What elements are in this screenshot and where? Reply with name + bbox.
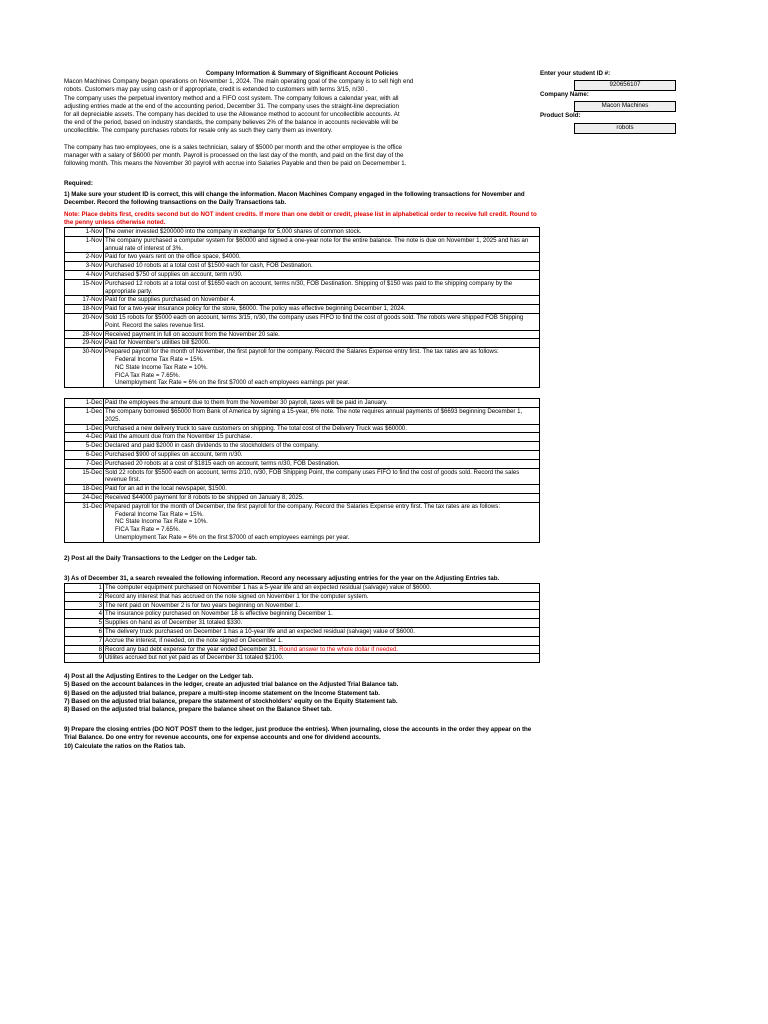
adjustment-description [104,645,540,654]
employees-line: The company has two employees, one is a sales technician, salary of $5000 per month and the other employee is the office [64,143,402,151]
transaction-description [104,228,540,237]
adjustment-number: 2 [65,592,104,601]
transaction-description [104,313,540,330]
transaction-description [104,485,540,494]
adjustment-text: Accrue the interest, if needed, on the note signed on December 1. [105,636,283,644]
table-row [65,584,540,593]
table-row [65,228,540,237]
table-row [65,279,540,296]
adjustment-number: 7 [65,636,104,645]
adjustment-description [104,636,540,645]
table-row [65,262,540,271]
transaction-date: 6-Dec [65,450,104,459]
adjustment-number: 5 [65,619,104,628]
table-row [65,399,540,408]
transaction-date: 7-Dec [65,459,104,468]
tax-rate-line: Federal Income Tax Rate = 15%. [115,510,204,518]
transaction-date: 17-Nov [65,296,104,305]
table-row [65,330,540,339]
page-title: Company Information & Summary of Significant Account Policies [205,70,399,77]
transaction-description [104,253,540,262]
tax-rate-line: FICA Tax Rate = 7.65%. [115,371,181,379]
adjustment-number: 8 [65,645,104,654]
table-row [65,407,540,424]
transaction-date: 15-Dec [65,468,104,485]
table-row [65,601,540,610]
student-info-panel [540,70,680,134]
adjustment-note: Round answer to the whole dollar if needed. [279,645,399,653]
requirement-step: 7) Based on the adjusted trial balance, prepare the statement of stockholders' equity on the Equity Statement tab. [64,697,398,705]
transaction-date: 20-Nov [65,313,104,330]
transaction-description [104,502,540,542]
tax-rate-line: NC State Income Tax Rate = 10%. [115,363,208,371]
transaction-date: 4-Nov [65,270,104,279]
transaction-text: Received $44000 payment for 8 robots to be shipped on January 8, 2025. [105,493,304,501]
instructions-document [64,70,540,751]
transaction-text: Purchased $900 of supplies on account, term n/30. [105,450,243,458]
table-row [65,424,540,433]
adjustment-description [104,584,540,593]
adjustment-description [104,592,540,601]
adjustment-text: Record any interest that has accrued on the note signed on November 1 for the computer system. [105,592,369,600]
employees-paragraph [64,144,540,169]
transaction-text: Purchased $750 of supplies on account, term n/30. [105,270,243,278]
transaction-description [104,442,540,451]
transaction-text: Paid for the supplies purchased on November 4. [105,296,236,304]
transaction-description [104,270,540,279]
transaction-text: The company borrowed $65000 from Bank of America by signing a 15-year, 6% note. The note requires annual payments of $6693 beginning December 1, 2025. [105,407,523,423]
table-row [65,592,540,601]
transaction-text: Paid the amount due from the November 15 purchase. [105,433,253,441]
transaction-description [104,468,540,485]
transaction-text: Paid for an ad in the local newspaper, $1500. [105,485,227,493]
adjustment-text: The computer equipment purchased on November 1 has a 5-year life and an expected residual (salvage) value of $6000. [105,584,432,592]
adjustment-description [104,628,540,637]
transaction-text: Sold 15 robots for $5000 each on account, terms 3/15, n/30, the company uses FIFO to find the cost of goods sold. The robots were shipped FOB Shipping Point. Record the sales revenue first. [105,313,524,329]
table-row [65,253,540,262]
requirement-9: 9) Prepare the closing entries (DO NOT POST them to the ledger, just produce the entries). When journaling, close the accounts in the order they appear on the Trial Balance. Do one entry for revenue accounts, one for expense accounts and one for dividend accounts. [64,726,532,742]
transaction-text: Purchased 20 robots at a cost of $1815 each on account, terms n/30, FOB Destination. [105,459,340,467]
transaction-date: 29-Nov [65,339,104,348]
transaction-text: The owner invested $200000 into the company in exchange for 5,000 shares of common stock. [105,228,362,235]
intro-line: the end of the period, based on industry standards, the company believes 2% of the balance in accounts recievable will be [64,119,399,127]
transaction-description [104,348,540,388]
adjustment-text: The insurance policy purchased on November 18 is effective beginning December 1. [105,610,333,618]
employees-line: following month. This means the November 30 payroll with accrue into Salaries Payable and then be paid on Decemember 1. [64,159,407,167]
table-row [65,502,540,542]
requirement-2: 2) Post all the Daily Transactions to the Ledger on the Ledger tab. [64,554,257,562]
transaction-description [104,450,540,459]
transaction-description [104,262,540,271]
intro-line: adjusting entries made at the end of the accounting period, December 31. The company uses the straight-line depreciation [64,102,399,110]
transaction-date: 1-Nov [65,228,104,237]
table-row [65,654,540,663]
table-row [65,619,540,628]
transaction-text: Paid for two years rent on the office space, $4000. [105,253,241,261]
transaction-text: Purchased 10 robots at a total cost of $1500 each for cash, FOB Destination. [105,262,313,270]
required-heading: Required: [64,180,93,188]
transaction-text: Prepared payroll for the month of December, the first payroll for the company. Record the Salaries Expense entry first. The tax rates are as follows: [105,502,501,510]
student-id-field[interactable]: 920656107 [574,80,676,91]
table-row [65,610,540,619]
transaction-date: 4-Dec [65,433,104,442]
table-row [65,628,540,637]
transaction-text: Purchased 12 robots at a total cost of $1650 each on account, terms n/30, FOB Destination. Shipping of $150 was paid to the shipping company by the appropriate party. [105,279,513,295]
transaction-date: 3-Nov [65,262,104,271]
tax-rate-line: Unemployment Tax Rate = 6% on the first $7000 of each employees earnings per year. [115,533,350,541]
table-row [65,270,540,279]
adjustment-text: The rent paid on November 2 is for two years beginning on November 1. [105,601,301,609]
transaction-text: Received payment in full on account from the November 20 sale. [105,330,280,338]
transaction-text: The company purchased a computer system for $60000 and signed a one-year note for the entire balance. The note is due on November 1, 2025 and has an annual rate of interest of 3%. [105,236,529,252]
adjustment-description [104,610,540,619]
requirements-4-8 [64,673,540,714]
intro-paragraph [64,78,540,135]
transaction-date: 2-Nov [65,253,104,262]
company-name-field[interactable]: Macon Machines [574,101,676,112]
transaction-description [104,399,540,408]
table-row [65,468,540,485]
transaction-text: Purchased a new delivery truck to save customers on shipping. The total cost of the Delivery Truck was $60000. [105,424,408,432]
requirement-step: 6) Based on the adjusted trial balance, prepare a multi-step income statement on the Income Statement tab. [64,689,380,697]
table-row [65,450,540,459]
table-row [65,645,540,654]
adjustment-text: Utilites accrued but not yet paid as of December 31 totaled $2100. [105,654,284,662]
adjustment-number: 9 [65,654,104,663]
requirement-1: 1) Make sure your student ID is correct, this will change the information. Macon Machines Company engaged in the following transactions for November and December. Record the following transactions on the Daily Transactions tab. [64,191,525,207]
table-row [65,493,540,502]
adjustments-table [64,583,540,663]
transaction-date: 1-Dec [65,399,104,408]
transaction-description [104,407,540,424]
transaction-description [104,279,540,296]
table-row [65,348,540,388]
transaction-date: 18-Dec [65,485,104,494]
intro-line: for all depreciable assets. The company has decided to use the Allowance method to account for uncollectible accounts. At [64,110,400,118]
requirement-step: 5) Based on the account balances in the ledger, create an adjusted trial balance on the Adjusted Trial Balance tab. [64,681,399,689]
adjustment-description [104,654,540,663]
adjustment-number: 3 [65,601,104,610]
table-row [65,442,540,451]
transaction-date: 1-Nov [65,236,104,253]
requirement-10: 10) Calculate the ratios on the Ratios tab. [64,742,186,750]
adjustment-description [104,601,540,610]
table-row [65,313,540,330]
requirement-step: 8) Based on the adjusted trial balance, prepare the balance sheet on the Balance Sheet tab. [64,705,332,713]
transaction-description [104,296,540,305]
requirement-3: 3) As of December 31, a search revealed the following information. Record any necessary adjusting entries for the year on the Adjusting Entries tab. [64,574,500,582]
table-row [65,296,540,305]
transaction-date: 31-Dec [65,502,104,542]
transaction-date: 30-Nov [65,348,104,388]
transaction-description [104,493,540,502]
transaction-description [104,433,540,442]
adjustment-number: 1 [65,584,104,593]
intro-line: Macon Machines Company began operations on November 1, 2024. The main operating goal of the company is to sell high end [64,78,414,86]
transaction-description [104,339,540,348]
transaction-description [104,305,540,314]
intro-line: The company uses the perpetual inventory method and a FIFO cost system. The company follows a calendar year, with all [64,94,399,102]
intro-line: robots. Customers may pay using cash or if appropriate, credit is extended to customers with terms 3/15, n/30 . [64,86,368,94]
table-row [65,433,540,442]
transaction-date: 15-Nov [65,279,104,296]
tax-rate-line: Federal Income Tax Rate = 15%. [115,355,204,363]
transaction-date: 24-Dec [65,493,104,502]
tax-rate-line: NC State Income Tax Rate = 10%. [115,518,208,526]
company-name-label: Company Name: [540,91,589,99]
november-transactions-table [64,227,540,388]
tax-rate-line: FICA Tax Rate = 7.65%. [115,526,181,534]
transaction-description [104,236,540,253]
student-id-label: Enter your student ID #: [540,70,611,77]
requirement-step: 4) Post all the Adjusting Entires to the Ledger on the Ledger tab. [64,673,254,681]
transaction-text: Sold 22 robots for $5500 each on account, terms 2/10, n/30, FOB Shipping Point, the company uses FIFO to find the cost of goods sold. Record the sales revenue first. [105,468,520,484]
transaction-date: 18-Nov [65,305,104,314]
transaction-date: 1-Dec [65,407,104,424]
transaction-text: Paid for November's utilities bill $2000. [105,339,210,347]
employees-line: manager with a salary of $6000 per month. Payroll is processed on the last day of the month, and paid on the first day of the [64,151,404,159]
transaction-description [104,424,540,433]
adjustment-number: 6 [65,628,104,637]
transaction-text: Declared and paid $2000 in cash dividends to the stockholders of the company. [105,442,319,450]
transaction-date: 28-Nov [65,330,104,339]
transaction-text: Paid the employees the amount due to them from the November 30 payroll, taxes will be paid in January. [105,399,388,407]
transaction-description [104,459,540,468]
table-row [65,339,540,348]
table-row [65,485,540,494]
product-sold-label: Product Sold: [540,112,581,120]
transaction-description [104,330,540,339]
transaction-date: 5-Dec [65,442,104,451]
adjustment-text: Record any bad debt expense for the year ended December 31. [105,645,278,653]
adjustment-number: 4 [65,610,104,619]
table-row [65,305,540,314]
adjustment-description [104,619,540,628]
table-row [65,636,540,645]
transaction-text: Prepared payroll for the month of November, the first payroll for the company. Record the Salares Expense entry first. The tax rates are as follows: [105,348,499,356]
adjustment-text: The delivery truck purchased on December 1 has a 10-year life and an expected residual (salvage) value of $6000. [105,628,415,636]
product-sold-field[interactable]: robots [574,123,676,134]
transaction-date: 1-Dec [65,424,104,433]
note-text: Note: Place debits first, credits second but do NOT indent credits. If more than one debit or credit, please list in alphabetical order to receive full credit. Round to the penny unless otherwise noted. [64,210,537,226]
table-row [65,236,540,253]
intro-line: uncollectible. The company purchases robots for resale only as such they carry them as inventory. [64,127,333,135]
tax-rate-line: Unemployment Tax Rate = 6% on the first $7000 of each employees earnings per year. [115,379,350,387]
table-row [65,459,540,468]
december-transactions-table [64,398,540,543]
transaction-text: Paid for a two-year insurance policy for the store, $6000. The policy was effective beginning December 1, 2024. [105,305,406,313]
adjustment-text: Supplies on hand as of December 31 totaled $330. [105,619,243,627]
